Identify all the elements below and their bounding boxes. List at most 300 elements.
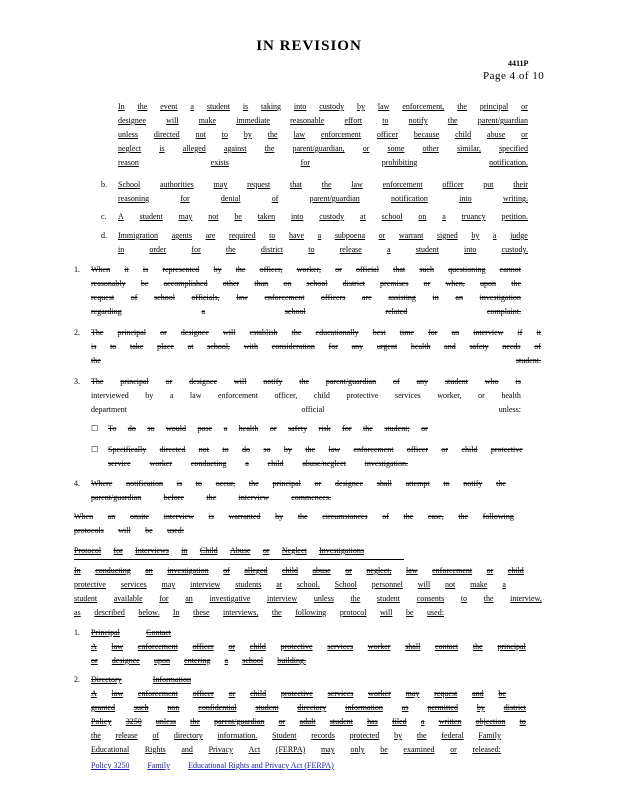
word: has	[367, 717, 378, 726]
word: other	[222, 279, 240, 288]
word: A	[91, 642, 97, 651]
word: attempt	[405, 479, 430, 488]
word: released:	[472, 745, 501, 754]
policy-3250-link[interactable]: Policy 3250	[91, 761, 130, 770]
word: or	[450, 745, 457, 754]
word: school	[154, 293, 175, 302]
word: neglect	[118, 144, 142, 153]
word: district	[260, 245, 284, 254]
word: agents	[171, 231, 193, 240]
word: investigation	[479, 293, 521, 302]
word: educationally	[315, 328, 359, 337]
word: risk	[318, 424, 331, 433]
word: consents	[416, 594, 445, 603]
word: protective	[280, 642, 313, 651]
text-line	[91, 745, 501, 755]
word: needs	[502, 342, 521, 351]
word: official	[301, 405, 325, 414]
word: parent/guardian	[325, 377, 377, 386]
word: take	[130, 342, 144, 351]
word: petition.	[501, 212, 528, 221]
word: protocol	[339, 608, 367, 617]
word: school,	[207, 342, 231, 351]
ferpa-link[interactable]: Educational Rights and Privacy Act (FERPA)	[188, 761, 334, 770]
word: protected	[349, 731, 380, 740]
text-line	[91, 493, 331, 503]
word: Protocol	[74, 546, 102, 555]
word: complaint.	[487, 307, 521, 316]
word: a	[502, 580, 506, 589]
word: effort	[344, 116, 363, 125]
word: student	[206, 102, 230, 111]
word: health	[238, 424, 259, 433]
word: of	[223, 566, 230, 575]
word: law	[328, 445, 341, 454]
word: of	[152, 731, 160, 740]
word: official	[355, 265, 379, 274]
word: by	[213, 265, 222, 274]
word: child	[249, 642, 266, 651]
word: custody	[319, 102, 345, 111]
checkbox-icon: ☐	[91, 445, 99, 454]
word: services	[327, 642, 354, 651]
text-line	[91, 328, 541, 338]
word: such	[419, 265, 434, 274]
word: an	[107, 512, 116, 521]
word: In	[172, 608, 180, 617]
word: by	[471, 231, 480, 240]
word: or	[91, 656, 98, 665]
word: may	[161, 580, 176, 589]
word: for	[328, 342, 338, 351]
text-line	[74, 580, 506, 590]
word: law	[377, 102, 390, 111]
word: or	[335, 265, 342, 274]
text-line	[91, 717, 526, 727]
word: notify	[408, 116, 428, 125]
word: federal	[441, 731, 464, 740]
word: be	[380, 745, 388, 754]
word: used:	[427, 608, 444, 617]
word: students	[235, 580, 262, 589]
word: for	[180, 194, 190, 203]
word: before	[163, 493, 185, 502]
word: officer	[192, 642, 214, 651]
word: written	[438, 717, 462, 726]
word: Rights	[144, 745, 166, 754]
word: alleged	[182, 144, 206, 153]
word: or	[269, 424, 277, 433]
word: so	[263, 445, 271, 454]
word: reason	[118, 158, 139, 167]
word: or	[345, 566, 352, 575]
word: some	[387, 144, 405, 153]
word: alleged	[244, 566, 268, 575]
word: at	[360, 212, 366, 221]
word: Investigations	[319, 546, 364, 555]
word: into	[290, 212, 304, 221]
word: officer,	[274, 391, 298, 400]
text-line	[91, 391, 521, 401]
word: filed	[392, 717, 407, 726]
word: the	[416, 731, 427, 740]
word: abuse	[312, 566, 331, 575]
word: it	[124, 265, 129, 274]
text-line	[91, 479, 506, 489]
word: student	[139, 212, 163, 221]
word: contact	[435, 642, 459, 651]
word: assisting	[388, 293, 416, 302]
word: an	[185, 594, 193, 603]
page-title: IN REVISION	[256, 38, 362, 54]
text-line	[91, 307, 521, 317]
word: commences.	[291, 493, 331, 502]
word: the	[299, 377, 310, 386]
word: the	[137, 102, 148, 111]
word: non	[167, 703, 180, 712]
family-link[interactable]: Family	[147, 761, 171, 770]
word: parent/guardian	[309, 194, 360, 203]
word: questioning	[448, 265, 486, 274]
word: into	[463, 245, 477, 254]
word: student	[74, 594, 98, 603]
word: premises	[380, 279, 409, 288]
word: authorities	[160, 180, 194, 189]
text-line	[91, 656, 306, 666]
word: the	[483, 594, 494, 603]
word: represented	[162, 265, 200, 274]
word: establish	[249, 328, 278, 337]
word: regarding	[91, 307, 122, 316]
word: be	[405, 608, 414, 617]
word: the	[321, 180, 332, 189]
word: in	[118, 245, 125, 254]
word: School	[118, 180, 141, 189]
word: required	[228, 231, 256, 240]
text-line	[118, 158, 528, 168]
word: service	[108, 459, 131, 468]
word: or	[521, 102, 528, 111]
word: reasonable	[290, 116, 325, 125]
word: conducting	[95, 566, 131, 575]
word: permitted	[427, 703, 458, 712]
word: Specifically	[108, 445, 147, 454]
word: an	[145, 566, 153, 575]
word: or	[314, 479, 322, 488]
word: and	[472, 689, 484, 698]
word: law	[351, 180, 363, 189]
word: of	[382, 512, 389, 521]
text-line	[118, 144, 528, 154]
word: child	[461, 445, 478, 454]
word: on	[418, 212, 427, 221]
word: protective	[280, 689, 313, 698]
word: or	[262, 546, 270, 555]
word: interview	[473, 328, 504, 337]
word: enforcement	[432, 566, 473, 575]
word: health	[501, 391, 521, 400]
word: the	[206, 493, 217, 502]
item-label: d.	[101, 231, 107, 240]
word: the	[91, 731, 101, 740]
word: upon	[480, 279, 497, 288]
word: put	[483, 180, 494, 189]
word: in	[181, 546, 188, 555]
word: at	[187, 342, 194, 351]
word: directory	[297, 703, 327, 712]
word: to	[308, 245, 315, 254]
text-line	[91, 279, 521, 289]
word: personnel	[371, 580, 403, 589]
word: abuse/neglect	[302, 459, 346, 468]
word: or	[378, 231, 386, 240]
text-line	[118, 116, 528, 126]
word: to	[195, 479, 202, 488]
word: if	[517, 328, 523, 337]
word: into	[293, 102, 307, 111]
word: subpoena	[334, 231, 366, 240]
word: an	[455, 293, 463, 302]
word: request	[247, 180, 271, 189]
item-label: 2.	[74, 328, 80, 337]
word: than	[254, 279, 269, 288]
word: following	[295, 608, 327, 617]
word: parent/guardian	[91, 493, 142, 502]
text-line	[91, 731, 501, 741]
word: parent/guardian	[214, 717, 265, 726]
word: Policy	[91, 717, 112, 726]
word: law	[406, 566, 418, 575]
word: officer	[406, 445, 428, 454]
word: principal	[117, 328, 146, 337]
word: school.	[296, 580, 320, 589]
word: the	[264, 144, 275, 153]
word: confidential	[198, 703, 237, 712]
word: In	[74, 566, 81, 575]
word: or	[478, 391, 485, 400]
word: information.	[217, 731, 258, 740]
word: by	[476, 703, 485, 712]
word: related	[385, 307, 408, 316]
word: services	[120, 580, 147, 589]
word: consideration	[271, 342, 315, 351]
word: student	[255, 703, 279, 712]
word: the	[235, 265, 246, 274]
word: to	[222, 445, 229, 454]
word: directory	[173, 731, 203, 740]
word: cannot	[499, 265, 521, 274]
word: officers	[321, 293, 346, 302]
word: (FERPA)	[275, 745, 306, 754]
text-line	[118, 231, 528, 241]
word: may	[213, 180, 228, 189]
word: school	[284, 307, 306, 316]
word: warranted	[228, 512, 261, 521]
word: objection	[475, 717, 506, 726]
word: law	[111, 689, 124, 698]
word: may	[320, 745, 335, 754]
word: for	[159, 594, 169, 603]
word: a	[169, 391, 174, 400]
word: for	[300, 158, 310, 167]
document-code: 4411P	[508, 59, 529, 68]
word: Directory	[91, 675, 122, 684]
word: services	[327, 689, 354, 698]
word: worker	[149, 459, 173, 468]
word: place	[157, 342, 174, 351]
word: worker	[367, 642, 391, 651]
word: investigation	[167, 566, 209, 575]
word: safety	[288, 424, 308, 433]
word: by	[357, 102, 366, 111]
word: interview	[190, 580, 221, 589]
word: student	[376, 594, 400, 603]
word: any	[351, 342, 364, 351]
word: would	[166, 424, 186, 433]
word: to	[269, 231, 276, 240]
word: described	[94, 608, 125, 617]
checkbox-icon: ☐	[91, 424, 99, 433]
word: who	[484, 377, 499, 386]
word: is	[515, 377, 521, 386]
word: a	[386, 245, 391, 254]
word: at	[276, 580, 283, 589]
word: onsite	[129, 512, 150, 521]
text-line	[91, 642, 526, 652]
word: notification	[391, 194, 428, 203]
word: of	[271, 194, 279, 203]
word: occur,	[215, 479, 236, 488]
word: the	[225, 245, 236, 254]
text-line	[74, 526, 184, 536]
word: a	[317, 231, 322, 240]
word: school	[306, 279, 328, 288]
word: custody.	[501, 245, 528, 254]
word: reasonably	[91, 279, 126, 288]
item-label: 4.	[74, 479, 80, 488]
word: interview,	[510, 594, 542, 603]
word: because	[413, 130, 440, 139]
word: the	[457, 102, 467, 111]
word: child	[507, 566, 524, 575]
text-line	[118, 212, 528, 222]
word: case,	[427, 512, 444, 521]
word: following	[482, 512, 514, 521]
word: denial	[220, 194, 241, 203]
word: make	[470, 580, 488, 589]
word: urgent	[376, 342, 398, 351]
word: Where	[91, 479, 113, 488]
word: student.	[515, 356, 541, 365]
word: not	[445, 580, 456, 589]
word: as	[401, 703, 409, 712]
text-line	[91, 405, 521, 415]
word: designee	[189, 377, 218, 386]
word: and	[444, 342, 456, 351]
word: school	[381, 212, 403, 221]
word: child	[455, 130, 472, 139]
word: writing.	[502, 194, 528, 203]
word: conducting	[190, 459, 227, 468]
word: examined	[403, 745, 435, 754]
divider	[74, 559, 404, 560]
word: principal	[120, 377, 149, 386]
word: designee	[118, 116, 146, 125]
word: Educational	[91, 745, 130, 754]
word: information	[345, 703, 383, 712]
word: request	[434, 689, 458, 698]
word: When	[74, 512, 94, 521]
word: child	[313, 391, 330, 400]
word: safety	[469, 342, 489, 351]
word: Principal	[91, 628, 120, 637]
word: to	[519, 717, 526, 726]
word: to	[221, 130, 228, 139]
word: upon	[153, 656, 170, 665]
word: judge	[510, 231, 528, 240]
word: immediate	[236, 116, 270, 125]
word: the	[271, 608, 282, 617]
item-label: 1.	[74, 628, 80, 637]
word: is	[142, 265, 149, 274]
word: Neglect	[281, 546, 307, 555]
text-line	[91, 377, 521, 387]
word: The	[91, 377, 104, 386]
word: is	[159, 144, 165, 153]
word: is	[176, 479, 183, 488]
word: or	[165, 377, 173, 386]
word: to	[382, 116, 389, 125]
word: protective	[74, 580, 106, 589]
word: worker	[368, 689, 391, 698]
word: services	[394, 391, 421, 400]
word: by	[283, 445, 292, 454]
word: prohibiting	[381, 158, 418, 167]
word: to	[460, 594, 468, 603]
word: be	[145, 526, 153, 535]
word: is	[242, 102, 249, 111]
word: for	[191, 245, 201, 254]
word: an	[451, 328, 460, 337]
word: request	[91, 293, 115, 302]
word: investigation.	[364, 459, 408, 468]
word: be	[498, 689, 506, 698]
word: interview	[163, 512, 194, 521]
word: best	[372, 328, 386, 337]
word: In	[118, 102, 125, 111]
word: or	[228, 642, 236, 651]
word: interviewed	[91, 391, 129, 400]
word: child	[281, 566, 298, 575]
word: a	[190, 102, 194, 111]
word: warrant	[398, 231, 424, 240]
word: as	[74, 608, 81, 617]
word: the	[350, 594, 361, 603]
word: Immigration	[118, 231, 158, 240]
word: 3250	[125, 717, 142, 726]
word: worker,	[437, 391, 462, 400]
word: district	[342, 279, 365, 288]
word: notification.	[489, 158, 528, 167]
word: the	[458, 512, 469, 521]
word: below.	[138, 608, 160, 617]
word: by	[275, 512, 284, 521]
section-heading	[74, 546, 364, 556]
word: enforcement	[353, 445, 394, 454]
word: exists	[210, 158, 229, 167]
word: law	[236, 293, 248, 302]
word: student	[329, 717, 353, 726]
